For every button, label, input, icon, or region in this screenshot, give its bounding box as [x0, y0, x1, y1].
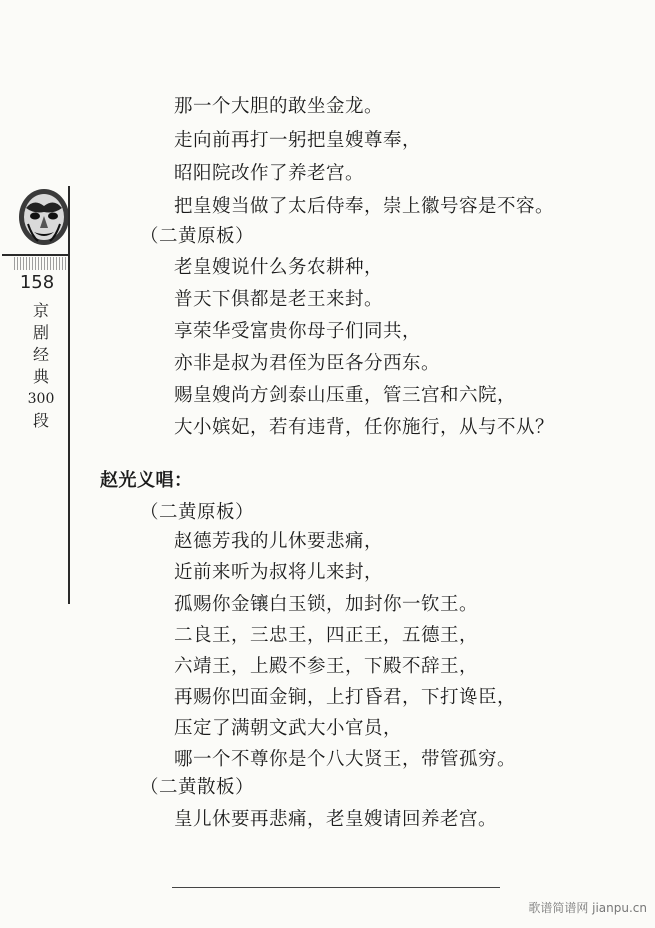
lyric-line: 老皇嫂说什么务农耕种， — [174, 257, 384, 278]
opera-mask-icon — [14, 186, 72, 248]
lyric-line: 大小嫔妃，若有违背，任你施行，从与不从？ — [174, 417, 555, 438]
lyric-line: 哪一个不尊你是个八大贤王，带管孤穷。 — [174, 749, 517, 770]
margin-vertical-rule — [68, 186, 70, 604]
tune-label: （二黄散板） — [140, 777, 255, 798]
lyric-line: 普天下俱都是老王来封。 — [174, 289, 384, 310]
speaker-heading: 赵光义唱： — [100, 470, 193, 491]
series-title-char: 剧 — [32, 323, 49, 342]
series-title-char: 300 — [27, 391, 55, 407]
lyric-line: 压定了满朝文武大小官员， — [174, 718, 403, 739]
tune-label: （二黄原板） — [140, 502, 255, 523]
lyric-line: 再赐你凹面金锏，上打昏君，下打谗臣， — [174, 687, 517, 708]
series-title — [26, 300, 56, 432]
lyric-line: 享荣华受富贵你母子们同共， — [174, 321, 422, 342]
lyric-line: 把皇嫂当做了太后侍奉，崇上徽号容是不容。 — [174, 196, 555, 217]
series-title-char: 典 — [32, 367, 49, 386]
series-title-char: 经 — [32, 345, 49, 364]
lyric-line: 亦非是叔为君侄为臣各分西东。 — [174, 353, 441, 374]
lyric-line: 赵德芳我的儿休要悲痛， — [174, 531, 384, 552]
lyric-line: 六靖王，上殿不参王，下殿不辞王， — [174, 656, 479, 677]
halftone-decoration — [14, 257, 68, 270]
lyric-line: 孤赐你金镶白玉锁，加封你一钦王。 — [174, 594, 479, 615]
tune-label: （二黄原板） — [140, 226, 255, 247]
footer-rule — [172, 887, 500, 888]
lyric-line: 赐皇嫂尚方剑泰山压重，管三宫和六院， — [174, 385, 517, 406]
page-number: 158 — [19, 272, 55, 293]
lyric-line: 昭阳院改作了养老宫。 — [174, 163, 365, 184]
series-title-char: 京 — [32, 301, 49, 320]
lyric-line: 走向前再打一躬把皇嫂尊奉， — [174, 130, 422, 151]
lyric-line: 皇儿休要再悲痛，老皇嫂请回养老宫。 — [174, 809, 498, 830]
lyric-line: 近前来听为叔将儿来封， — [174, 562, 384, 583]
series-title-char: 段 — [32, 411, 49, 430]
lyric-line: 那一个大胆的敢坐金龙。 — [174, 96, 384, 117]
margin-horizontal-rule — [2, 254, 68, 256]
lyric-line: 二良王，三忠王，四正王，五德王， — [174, 625, 479, 646]
watermark: 歌谱简谱网 jianpu.cn — [528, 901, 647, 915]
